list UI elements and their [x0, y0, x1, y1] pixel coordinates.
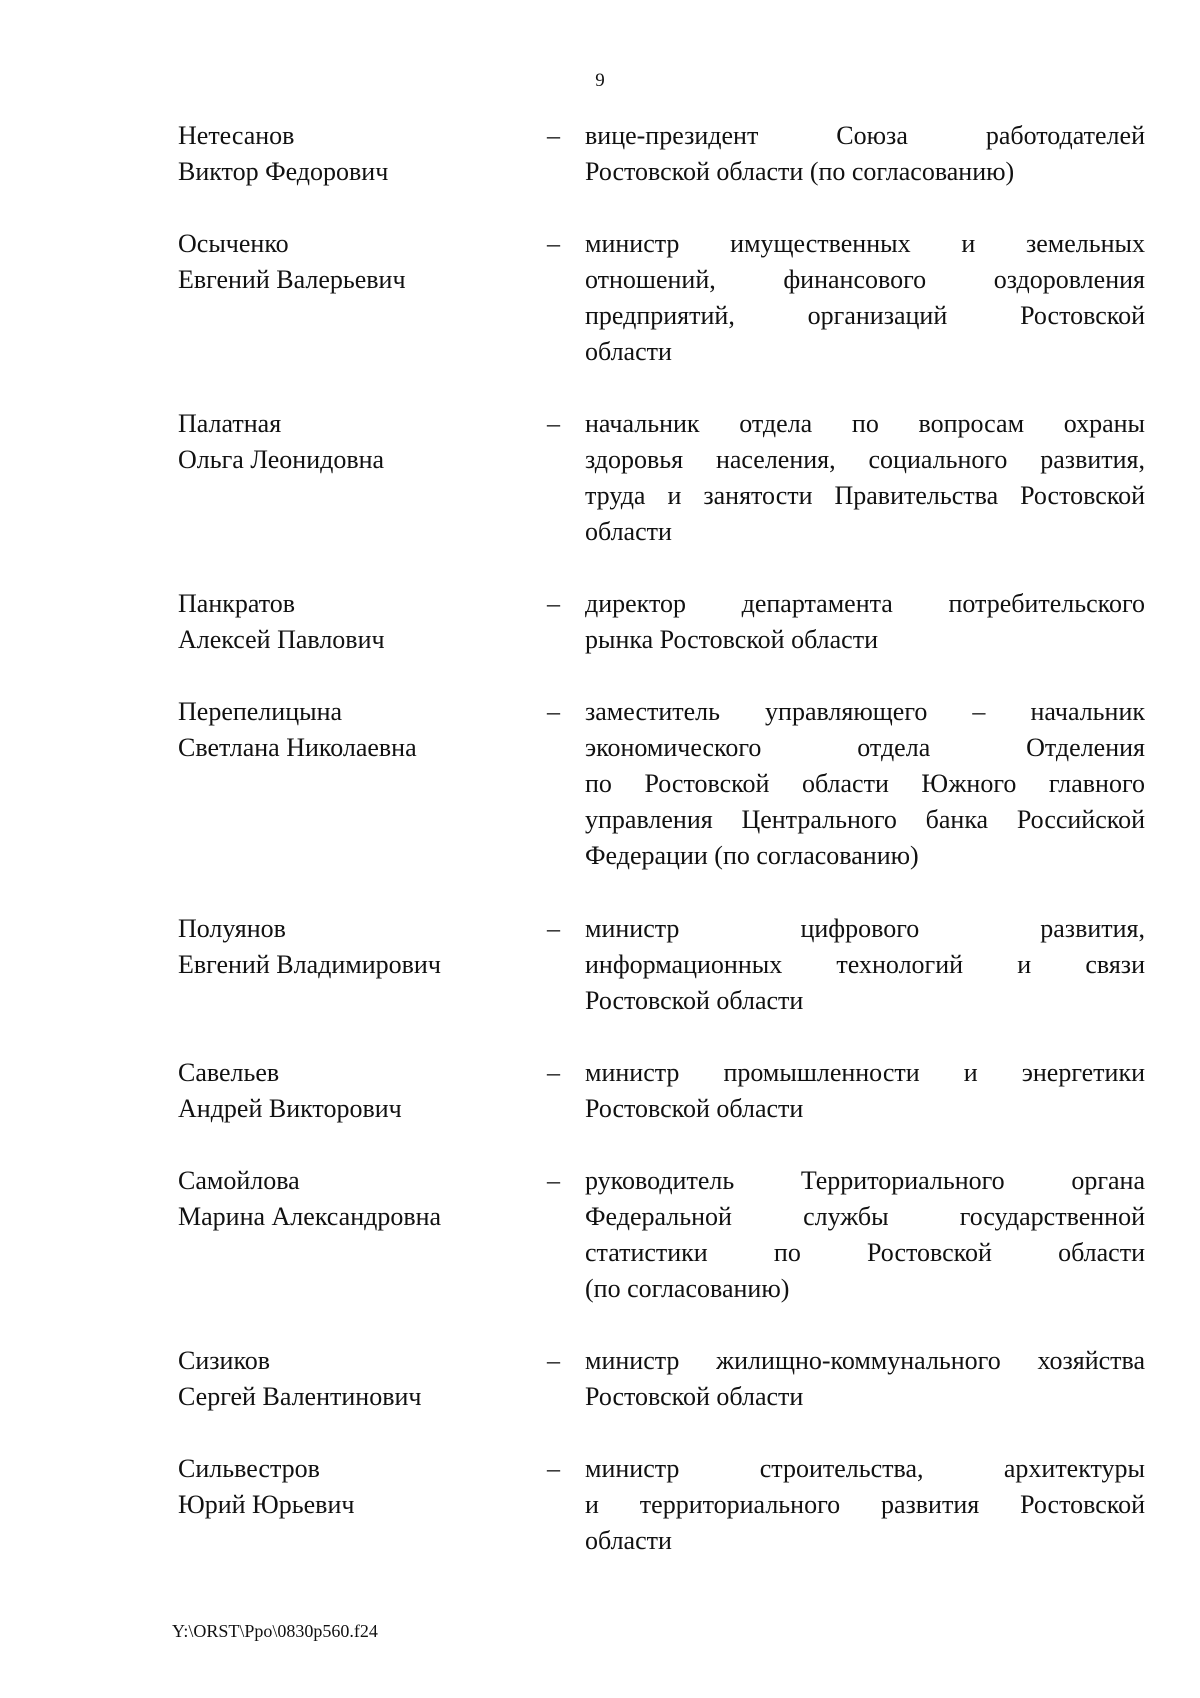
position-line: области	[585, 1526, 672, 1555]
member-name	[178, 118, 538, 190]
member-surname: Нетесанов	[178, 121, 295, 150]
member-given-names: Светлана Николаевна	[178, 733, 417, 762]
position-line: Ростовской области	[585, 1382, 804, 1411]
member-surname: Сизиков	[178, 1346, 271, 1375]
member-name	[178, 406, 538, 478]
file-path-footer: Y:\ORST\Ppo\0830p560.f24	[172, 1621, 378, 1641]
member-given-names: Евгений Владимирович	[178, 950, 441, 979]
position-line: Федеральной службы государственной	[585, 1202, 1145, 1231]
member-position	[585, 226, 1145, 370]
separator-dash: –	[547, 1166, 560, 1195]
member-name	[178, 694, 538, 766]
position-line: министр цифрового развития,	[585, 914, 1145, 943]
member-given-names: Андрей Викторович	[178, 1094, 402, 1123]
position-line: министр имущественных и земельных	[585, 229, 1145, 258]
position-line: начальник отдела по вопросам охраны	[585, 409, 1145, 438]
member-given-names: Марина Александровна	[178, 1202, 442, 1231]
position-line: Ростовской области	[585, 1094, 804, 1123]
separator-dash: –	[547, 697, 560, 726]
member-given-names: Ольга Леонидовна	[178, 445, 385, 474]
member-given-names: Юрий Юрьевич	[178, 1490, 355, 1519]
separator-dash: –	[547, 589, 560, 618]
member-surname: Палатная	[178, 409, 282, 438]
member-position	[585, 1343, 1145, 1415]
position-line: предприятий, организаций Ростовской	[585, 301, 1145, 330]
position-line: и территориального развития Ростовской	[585, 1490, 1145, 1519]
position-line: заместитель управляющего – начальник	[585, 697, 1145, 726]
position-line: рынка Ростовской области	[585, 625, 878, 654]
member-name	[178, 911, 538, 983]
separator-dash: –	[547, 229, 560, 258]
member-name	[178, 226, 538, 298]
position-line: Федерации (по согласованию)	[585, 841, 919, 870]
member-name	[178, 1343, 538, 1415]
separator-dash: –	[547, 121, 560, 150]
member-position	[585, 406, 1145, 550]
separator-dash: –	[547, 409, 560, 438]
member-name	[178, 1055, 538, 1127]
member-surname: Осыченко	[178, 229, 289, 258]
position-line: информационных технологий и связи	[585, 950, 1145, 979]
member-surname: Панкратов	[178, 589, 296, 618]
member-position	[585, 586, 1145, 658]
member-surname: Перепелицына	[178, 697, 343, 726]
position-line: директор департамента потребительского	[585, 589, 1145, 618]
position-line: Ростовской области	[585, 986, 804, 1015]
member-surname: Самойлова	[178, 1166, 300, 1195]
member-name	[178, 586, 538, 658]
position-line: здоровья населения, социального развития,	[585, 445, 1145, 474]
member-name	[178, 1451, 538, 1523]
member-name	[178, 1163, 538, 1235]
position-line: министр строительства, архитектуры	[585, 1454, 1145, 1483]
position-line: вице-президент Союза работодателей	[585, 121, 1145, 150]
position-line: отношений, финансового оздоровления	[585, 265, 1145, 294]
member-position	[585, 1055, 1145, 1127]
position-line: руководитель Территориального органа	[585, 1166, 1145, 1195]
position-line: экономического отдела Отделения	[585, 733, 1145, 762]
member-position	[585, 1163, 1145, 1307]
position-line: области	[585, 337, 672, 366]
member-position	[585, 1451, 1145, 1559]
separator-dash: –	[547, 914, 560, 943]
member-given-names: Сергей Валентинович	[178, 1382, 422, 1411]
position-line: Ростовской области (по согласованию)	[585, 157, 1015, 186]
position-line: министр промышленности и энергетики	[585, 1058, 1145, 1087]
member-position	[585, 911, 1145, 1019]
separator-dash: –	[547, 1454, 560, 1483]
member-given-names: Евгений Валерьевич	[178, 265, 406, 294]
separator-dash: –	[547, 1058, 560, 1087]
position-line: министр жилищно-коммунального хозяйства	[585, 1346, 1145, 1375]
position-line: по Ростовской области Южного главного	[585, 769, 1145, 798]
position-line: области	[585, 517, 672, 546]
position-line: управления Центрального банка Российской	[585, 805, 1145, 834]
page-number: 9	[595, 70, 605, 91]
member-surname: Савельев	[178, 1058, 280, 1087]
position-line: труда и занятости Правительства Ростовской	[585, 481, 1145, 510]
position-line: статистики по Ростовской области	[585, 1238, 1145, 1267]
member-surname: Сильвестров	[178, 1454, 320, 1483]
separator-dash: –	[547, 1346, 560, 1375]
member-surname: Полуянов	[178, 914, 286, 943]
member-given-names: Алексей Павлович	[178, 625, 385, 654]
member-position	[585, 694, 1145, 874]
member-position	[585, 118, 1145, 190]
member-given-names: Виктор Федорович	[178, 157, 389, 186]
position-line: (по согласованию)	[585, 1274, 790, 1303]
